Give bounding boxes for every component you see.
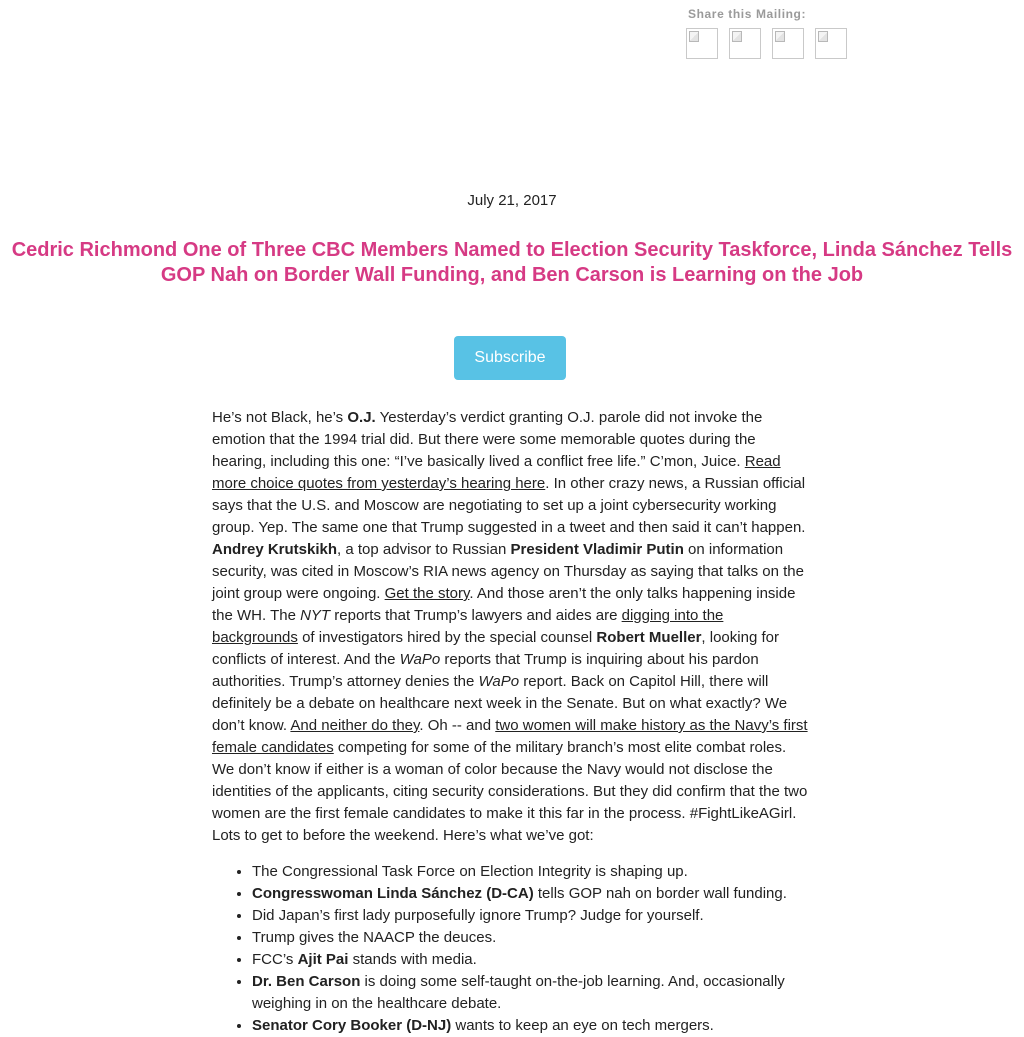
list-item [252,883,812,905]
text-span: . Oh -- and [419,717,496,734]
text-span: , looking for conflicts of interest. And the [212,629,779,668]
text-span: report. Back on Capitol Hill, there will definitely be a debate on healthcare next week in the Senate. But on what exactly? We don’t know. [212,673,788,734]
text-span: The Congressional Task Force on Election Integrity is shaping up. [252,863,688,880]
text-span: is doing some self-taught on-the-job learning. And, occasionally weighing in on the healthcare debate. [252,973,785,1012]
list-item [252,1015,812,1037]
article-link[interactable]: digging into the backgrounds [212,607,724,646]
bold-name: O.J. [347,409,376,426]
text-span: Did Japan’s first lady purposefully ignore Trump? Judge for yourself. [252,907,704,924]
bold-name: Senator Cory Booker (D-NJ) [252,1017,452,1034]
text-span: Trump gives the NAACP the deuces. [252,929,497,946]
list-item [252,927,812,949]
share-label: Share this Mailing: [688,7,807,21]
subscribe-button[interactable]: Subscribe [454,336,566,380]
list-item [252,949,812,971]
headline-list [212,861,812,1037]
twitter-share-icon[interactable] [729,28,761,59]
text-span: competing for some of the military branch’s most elite combat roles. We don’t know if either is a woman of color because the Navy would not disclose the identities of the applicants, citing security considerations. But they did confirm that the two women are the first female candidates to make it this far in the process. #FightLikeAGirl. Lots to get to before the weekend. Here’s what we’ve got: [212,739,808,844]
headline: Cedric Richmond One of Three CBC Members Named to Election Security Taskforce, Linda Sánchez Tells GOP Nah on Border Wall Funding, and Ben Carson is Learning on the Job [11,239,1013,286]
bold-name: Dr. Ben Carson [252,973,361,990]
text-span: reports that Trump is inquiring about his pardon authorities. Trump’s attorney denies the [212,651,759,690]
article-body [212,407,812,1037]
mailing-date: July 21, 2017 [467,192,557,209]
article-link[interactable]: Read more choice quotes from yesterday’s hearing here [212,453,781,492]
share-bar [688,7,847,59]
email-share-icon[interactable] [815,28,847,59]
publication-name: NYT [300,607,331,624]
bold-name: President Vladimir Putin [510,541,684,558]
text-span: of investigators hired by the special counsel [297,629,597,646]
text-span: reports that Trump’s lawyers and aides are [330,607,622,624]
bold-name: Robert Mueller [596,629,702,646]
bold-name: Ajit Pai [297,951,349,968]
text-span: FCC’s [252,951,298,968]
text-span: Yesterday’s verdict granting O.J. parole did not invoke the emotion that the 1994 trial did. But there were some memorable quotes during the hearing, including this one: “I’ve basically lived a conflict free life.” C’mon, Juice. [212,409,763,470]
text-span: He’s not Black, he’s [212,409,348,426]
publication-name: WaPo [399,651,441,668]
bold-name: Andrey Krutskikh [212,541,338,558]
article-link[interactable]: And neither do they [290,717,420,734]
article-link[interactable]: Get the story [384,585,470,602]
article-paragraph [212,407,812,847]
facebook-share-icon[interactable] [686,28,718,59]
list-item [252,905,812,927]
publication-name: WaPo [478,673,520,690]
text-span: on information security, was cited in Moscow’s RIA news agency on Thursday as saying that talks on the joint group were ongoing. [212,541,804,602]
text-span: . In other crazy news, a Russian official says that the U.S. and Moscow are negotiating to set up a joint cybersecurity working group. Yep. The same one that Trump suggested in a tweet and then said it can’t happen. [212,475,806,536]
text-span: . And those aren’t the only talks happening inside the WH. The [212,585,796,624]
text-span: wants to keep an eye on tech mergers. [451,1017,714,1034]
text-span: tells GOP nah on border wall funding. [533,885,787,902]
list-item [252,971,812,1015]
article-link[interactable]: two women will make history as the Navy’s first female candidates [212,717,808,756]
linkedin-share-icon[interactable] [772,28,804,59]
share-icons [686,28,847,59]
list-item [252,861,812,883]
text-span: , a top advisor to Russian [337,541,511,558]
text-span: stands with media. [348,951,477,968]
bold-name: Congresswoman Linda Sánchez (D-CA) [252,885,534,902]
